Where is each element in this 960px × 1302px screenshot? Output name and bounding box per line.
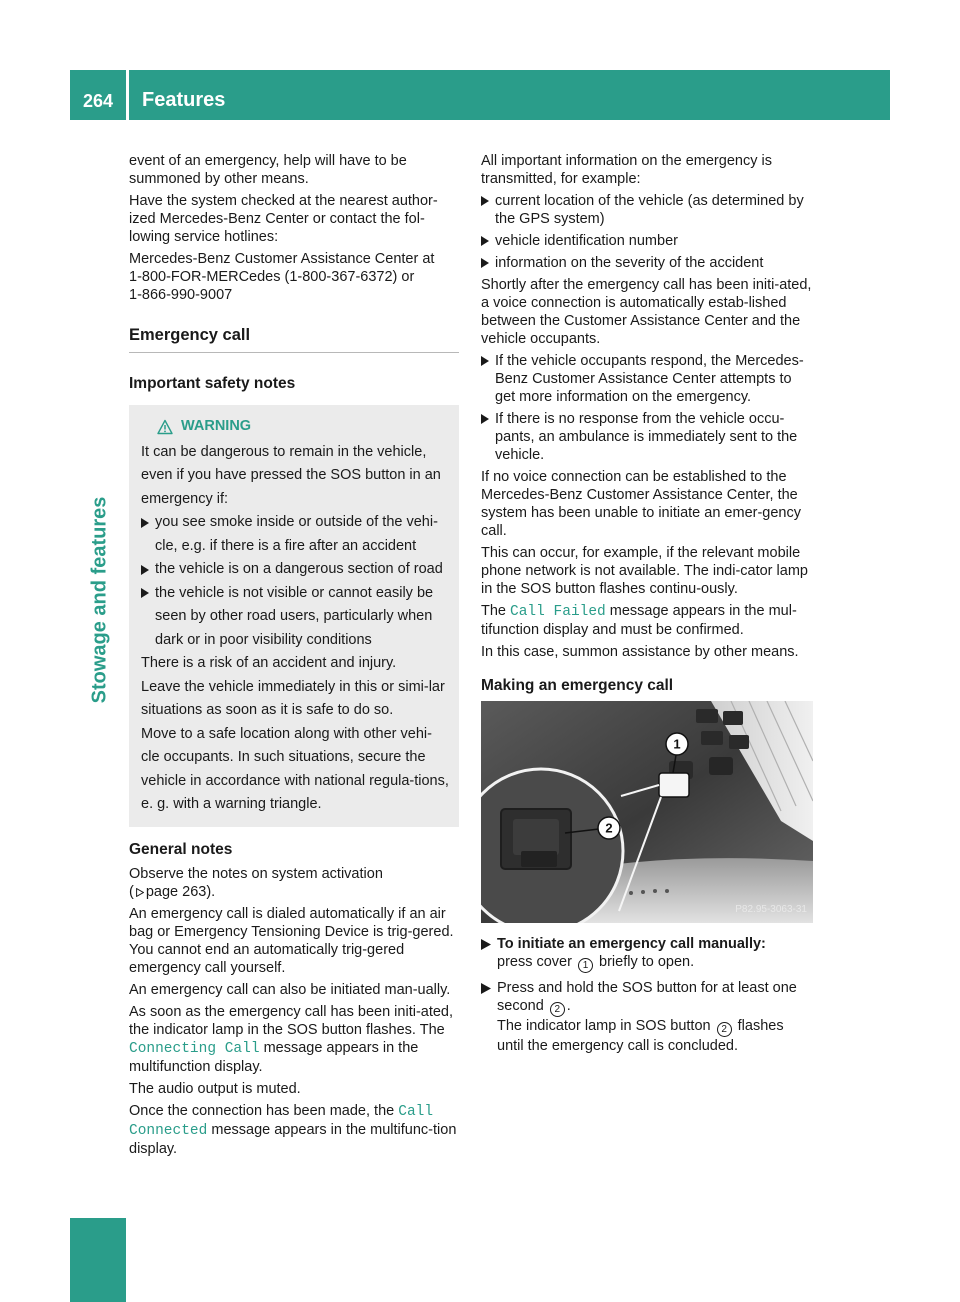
text-span: flashes until the emergency call is concluded.	[497, 1018, 784, 1054]
display-message: Connecting Call	[129, 1040, 260, 1057]
response-list	[481, 352, 813, 464]
bullet-icon	[481, 352, 491, 370]
text-span: press cover	[497, 954, 572, 970]
section-title: Emergency call	[129, 326, 459, 353]
paragraph: Shortly after the emergency call has been initi-ated, a voice connection is automatically estab-lished between the Customer Assistance Center and the vehicle occupants.	[481, 277, 812, 347]
paragraph: This can occur, for example, if the relevant mobile phone network is not available. The indi-cator lamp in the SOS button flashes continu-ously.	[481, 545, 808, 597]
side-tab-text: Stowage and features	[88, 496, 111, 704]
step-title: To initiate an emergency call manually:	[497, 936, 766, 952]
step-arrow-icon	[481, 939, 491, 950]
text-span: .	[566, 998, 571, 1014]
text-span: (	[129, 883, 134, 900]
list-item-text: If there is no response from the vehicle occu-pants, an ambulance is immediately sent to the vehicle.	[495, 411, 798, 463]
paragraph: An emergency call can also be initiated man-ually.	[129, 981, 451, 998]
warning-text: Move to a safe location along with other vehi-cle occupants. In such situations, secure the vehicle in accordance with national regula-tions, e. g. with a warning triangle.	[141, 725, 449, 812]
paragraph: The audio output is muted.	[129, 1080, 301, 1097]
bullet-icon	[481, 254, 491, 272]
text-span: The indicator lamp in SOS button	[497, 1018, 711, 1034]
sos-button-photo	[481, 701, 813, 923]
paragraph: All important information on the emergency is transmitted, for example:	[481, 153, 772, 187]
hotline-line: 1-800-FOR-MERCedes (1-800-367-6372) or	[129, 269, 415, 285]
text-span: Press and hold the SOS button for at least one second	[497, 980, 797, 1014]
list-item-text: information on the severity of the accident	[495, 255, 764, 271]
side-tab-label	[86, 450, 114, 750]
paragraph: If no voice connection can be established to the Mercedes-Benz Customer Assistance Center, the system has been unable to initiate an emer-gency call.	[481, 469, 801, 539]
list-item	[481, 254, 813, 272]
left-column	[129, 152, 459, 1162]
warning-label: WARNING	[181, 418, 252, 434]
list-item	[481, 232, 813, 250]
paragraph: An emergency call is dialed automatically if an air bag or Emergency Tensioning Device is trig-gered. You cannot end an automatically trig-gered emergency call yourself.	[129, 905, 454, 976]
text-span: message appears in the multifunction display.	[129, 1039, 419, 1075]
callout-1-icon: 1	[578, 958, 593, 973]
hotline-paragraph	[129, 250, 459, 304]
warning-text: There is a risk of an accident and injury.	[141, 655, 397, 671]
page-reference-icon	[136, 888, 144, 897]
bullet-icon	[481, 232, 491, 250]
list-item-text: the vehicle is not visible or cannot easily be seen by other road users, particularly when dark or in poor visibility conditions	[155, 584, 434, 648]
text-span: As soon as the emergency call has been initi-ated, the indicator lamp in the SOS button flashes. The	[129, 1003, 454, 1038]
instruction-step	[481, 935, 813, 973]
page-reference-link[interactable]: page 263).	[145, 883, 216, 900]
list-item	[141, 582, 449, 653]
paragraph	[129, 1102, 459, 1158]
paragraph	[481, 602, 813, 639]
text-span: Observe the notes on system activation	[129, 865, 383, 882]
display-message: Call	[398, 1103, 434, 1120]
callout-2-icon: 2	[717, 1022, 732, 1037]
paragraph: Have the system checked at the nearest author-ized Mercedes-Benz Center or contact the fol-lowing service hotlines:	[129, 193, 438, 245]
subsection-title: Important safety notes	[129, 375, 296, 392]
subsection-title: Making an emergency call	[481, 677, 674, 694]
page-number: 264	[82, 91, 114, 111]
paragraph	[129, 1003, 459, 1076]
bullet-icon	[481, 192, 491, 210]
list-item	[481, 352, 813, 406]
instruction-step	[481, 979, 813, 1055]
list-item	[481, 410, 813, 464]
list-item-text: If the vehicle occupants respond, the Mercedes-Benz Customer Assistance Center attempts to get more information on the emergency.	[495, 353, 804, 405]
warning-text: It can be dangerous to remain in the vehicle, even if you have pressed the SOS button in an emergency if:	[141, 443, 441, 507]
side-tab-block	[70, 1218, 126, 1302]
step-arrow-icon	[481, 983, 491, 994]
list-item-text: vehicle identification number	[495, 233, 678, 249]
bullet-icon	[141, 511, 151, 535]
warning-text: Leave the vehicle immediately in this or simi-lar situations as soon as it is safe to do so.	[141, 678, 445, 718]
callout-2: 2	[605, 820, 613, 836]
callout-2-icon: 2	[550, 1002, 565, 1017]
bullet-icon	[141, 558, 151, 582]
text-span: message appears in the multifunc-tion display.	[129, 1121, 457, 1157]
paragraph	[129, 865, 459, 901]
warning-list	[141, 511, 449, 652]
list-item	[141, 558, 449, 582]
bullet-icon	[141, 582, 151, 606]
hotline-line: 1-866-990-9007	[129, 287, 233, 303]
warning-triangle-icon	[157, 419, 173, 435]
display-message: Call Failed	[510, 604, 606, 620]
photo-reference-code: P82.95-3063-31	[735, 904, 807, 915]
warning-header	[157, 415, 449, 439]
warning-box	[129, 405, 459, 827]
hotline-line: Mercedes-Benz Customer Assistance Center at	[129, 251, 435, 267]
text-span: message appears in the mul-tifunction display and must be confirmed.	[481, 603, 797, 638]
bullet-icon	[481, 410, 491, 428]
paragraph: event of an emergency, help will have to be summoned by other means.	[129, 153, 407, 187]
list-item	[481, 192, 813, 228]
text-span: The	[481, 603, 506, 619]
list-item-text: the vehicle is on a dangerous section of road	[155, 561, 443, 577]
text-span: Once the connection has been made, the	[129, 1102, 395, 1119]
header-divider	[126, 70, 129, 120]
page-title: Features	[142, 89, 226, 111]
list-item-text: you see smoke inside or outside of the vehi-cle, e.g. if there is a fire after an accident	[155, 514, 438, 554]
right-column	[481, 152, 813, 1055]
paragraph: In this case, summon assistance by other means.	[481, 644, 799, 660]
callout-1: 1	[673, 736, 681, 752]
subsection-title: General notes	[129, 840, 233, 858]
display-message: Connected	[129, 1122, 208, 1139]
info-list	[481, 192, 813, 272]
overhead-console-illustration	[481, 701, 813, 923]
text-span: briefly to open.	[599, 954, 695, 970]
list-item	[141, 511, 449, 558]
list-item-text: current location of the vehicle (as determined by the GPS system)	[495, 193, 804, 227]
